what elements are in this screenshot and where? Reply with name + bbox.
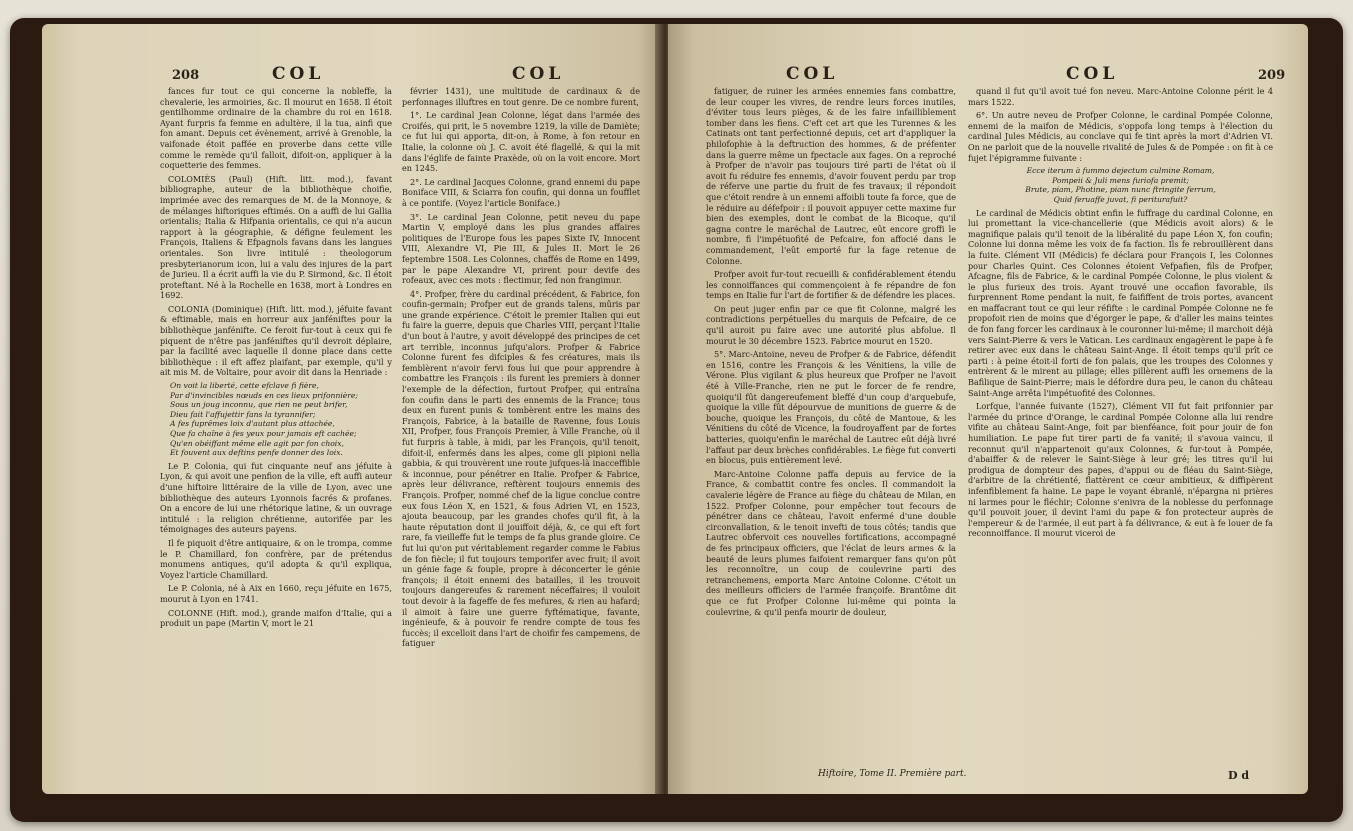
paragraph: COLONIA (Dominique) (Hift. litt. mod.), jéfuite favant & eftimable, mais en horreur aux janféniftes pour la bibliothèque janfénifte. Ce feroit fur-tout à ceux qui fe piquent de n'être pas janféniftes qu'il devroit déplaire, par la facilité avec laquelle il donne place dans cette bibliothèque : il eft affez plaifant, par exemple, qu'il y ait mis M. de Voltaire, pour avoir dit dans la Henriade :	[160, 303, 392, 378]
page-number-left: 208	[172, 68, 200, 83]
running-head-left-2: COL	[512, 64, 565, 84]
paragraph: fatiguer, de ruiner les armées ennemies fans combattre, de leur couper les vivres, de rendre leurs forces inutiles, d'éviter tous leurs pièges, & de les faire infailliblement tomber dans les fiens. C'eft cet art que les Turennes & les Catinats ont tant perfectionné depuis, cet art d'appliquer la philofophie à la deftruction des hommes, & de préfenter dans la guerre même un fpectacle aux fages. On a reproché à Profper de n'avoir pas toujours tiré parti de l'état où il avoit fu réduire fes ennemis, d'avoir fouvent perdu par trop de réferve une partie du fruit de fes travaux; il répondoit que c'étoit rendre à un ennemi affoibli toute fa force, que de le réduire au défefpoir : il pouvoit appuyer cette maxime fur bien des exemples, dont le combat de la Bicoque, qu'il gagna contre le maréchal de Lautrec, eût encore groffi le nombre, fi l'impétuofité de Pefcaire, fon affocié dans le commandement, l'eût emporté fur la fage retenue de Colonne.	[706, 86, 956, 266]
henriade-verse	[170, 381, 392, 458]
right-page	[668, 24, 1308, 794]
verse-line: Quid feruaffe juvat, fi periturafuit?	[1053, 194, 1188, 204]
verse-line: Sous un joug inconnu, que rien ne peut brifer,	[170, 400, 348, 410]
running-head-left-1: COL	[272, 64, 325, 84]
paragraph: COLONNE (Hift. mod.), grande maifon d'Italie, qui a produit un pape (Martin V, mort le 21	[160, 607, 392, 629]
paragraph: fances fur tout ce qui concerne la nobleffe, la chevalerie, les armoiries, &c. Il mourut en 1658. Il étoit gentilhomme ordinaire de la chambre du roi en 1618. Ayant furpris fa femme en adultère, il la tua, ainfi que fon amant. Depuis cet évènement, arrivé à Grenoble, la vaifonade étoit paffée en proverbe dans cette ville comme le remède qu'il falloit, difoit-on, appliquer à la coquetterie des femmes.	[160, 86, 392, 171]
verse-line: Ecce iterum à fummo dejectum culmine Romam,	[1026, 166, 1215, 176]
paragraph: Profper avoit fur-tout recueilli & confidérablement étendu les connoiffances qui commençoient à fe répandre de fon temps en Italie fur l'art de fortifier & de défendre les places.	[706, 269, 956, 301]
verse-line: Qu'en obéiffant même elle agit par fon choix,	[170, 438, 344, 448]
running-head-right-2: COL	[1066, 64, 1119, 84]
paragraph: Le P. Colonia, né à Aix en 1660, reçu jéfuite en 1675, mourut à Lyon en 1741.	[160, 583, 392, 604]
paragraph: COLOMIÈS (Paul) (Hift. litt. mod.), favant bibliographe, auteur de la bibliothèque choifie, imprimée avec des remarques de M. de la Monnoye, & de mélanges hiftoriques eftimés. On a auffi de lui Gallia orientalis; Italia & Hifpania orientalis, ce qui n'a aucun rapport à la géographie, & défigne feulement les François, Italiens & Efpagnols favans dans les langues orientales. Son livre intitulé : theologorum presbyterianorum icon, lui a valu des injures de la part de Jurieu. Il a écrit auffi la vie du P. Sirmond, &c. Il étoit proteftant. Né à la Rochelle en 1638, mort à Londres en 1692.	[160, 173, 392, 301]
paragraph: février 1431), une multitude de cardinaux & de perfonnages illuftres en tout genre. De ce nombre furent,	[402, 86, 640, 107]
epigram-verse	[968, 166, 1273, 204]
running-head-right-1: COL	[786, 64, 839, 84]
verse-line: Par d'invincibles nœuds en ces lieux prifonnière;	[170, 390, 358, 400]
signature-line: Hiftoire, Tome II. Première part.	[818, 769, 967, 779]
paragraph: 5°. Marc-Antoine, neveu de Profper & de Fabrice, défendit en 1516, contre les François & les Vénitiens, la ville de Vérone. Plus vigilant & plus heureux que Profper ne l'avoit été à Ville-Franche, rien ne put le forcer de fe rendre, quoiqu'il fût dangereufement bleffé d'un coup d'arquebufe, quoique la ville fût dépourvue de munitions de guerre & de bouche, quoique les François, du côté de Mantoue, & les Vénitiens du côté de Vicence, la foudroyaffent par de fortes batteries, quoiqu'enfin le maréchal de Lautrec eût déjà livré l'affaut par deux brèches confidérables. Le fiège fut converti en blocus, puis entièrement levé.	[706, 349, 956, 466]
paragraph: Le cardinal de Médicis obtint enfin le fuffrage du cardinal Colonne, en lui promettant la vice-chancellerie (que Médicis avoit alors) & le magnifique palais qu'il tenoit de la libéralité du pape Léon X, fon coufin; Colonne lui donna même les voix de fa faction. Ils fe rebrouillèrent dans la fuite. Clément VII (Médicis) fe déclara pour François I, les Colonnes pour Charles Quint. Ces Colonnes étoient Vefpafien, fils de Profper, Afcagne, fils de Fabrice, & le cardinal Pompée Colonne, le plus violent & le plus furieux des trois. Ayant trouvé une occafion favorable, ils furprennent Rome pendant la nuit, fe faififfent de trois portes, avancent en maffacrant tout ce qui leur réfifte : le cardinal Pompée Colonne ne fe propofoit rien de moins que d'égorger le pape, & d'aller les mains teintes de fon fang forcer les cardinaux à le couronner lui-même; il marchoit déjà vers Saint-Pierre & vers le Vatican. Les cardinaux engagèrent le pape à fe retirer avec eux dans le château Saint-Ange. Il étoit temps qu'il prît ce parti : à peine étoit-il forti de fon palais, que les troupes des Colonnes y entrèrent & le mirent au pillage; elles pillèrent auffi les ornemens de la Bafilique de Saint-Pierre; mais le défordre dura peu, le canon du château Saint-Ange arrêta l'impétuofité des Colonnes.	[968, 207, 1273, 398]
paragraph: quand il fut qu'il avoit tué fon neveu. Marc-Antoine Colonne périt le 4 mars 1522.	[968, 86, 1273, 107]
paragraph: 1°. Le cardinal Jean Colonne, légat dans l'armée des Croifés, qui prit, le 5 novembre 1219, la ville de Damiète; ce fut lui qui apporta, dit-on, à Rome, à fon retour en Italie, la colonne où J. C. avoit été flagellé, & qui la mit dans l'églife de fainte Praxède, où on la voit encore. Mort en 1245.	[402, 110, 640, 174]
right-page-column-1	[706, 86, 956, 620]
paragraph: Le P. Colonia, qui fut cinquante neuf ans jéfuite à Lyon, & qui avoit une penfion de la ville, eft auffi auteur d'une hiftoire littéraire de la ville de Lyon, avec une bibliothèque des auteurs Lyonnois facrés & profanes. On a encore de lui une rhétorique latine, & un ouvrage intitulé : la religion chrétienne, autorifée par les témoignages des auteurs payens.	[160, 460, 392, 535]
paragraph: 2°. Le cardinal Jacques Colonne, grand ennemi du pape Boniface VIII, & Sciarra fon coufin, qui donna un foufflet à ce pontife. (Voyez l'article Boniface.)	[402, 176, 640, 208]
verse-line: Dieu fait l'affujettir fans la tyrannifer;	[170, 409, 316, 419]
left-page-column-1	[160, 86, 392, 632]
paragraph: Marc-Antoine Colonne paffa depuis au fervice de la France, & combattit contre fes oncles. Il commandoit la cavalerie légère de France au fiège du château de Milan, en 1522. Profper Colonne, pour empêcher tout fecours de pénétrer dans ce château, l'avoit enfermé d'une double circonvallation, & le tenoit invefti de tous côtés; tandis que Lautrec obfervoit ces nouvelles fortifications, accompagné de fes principaux officiers, que l'éclat de leurs armes & la beauté de leurs plumes faifoient remarquer fans qu'on pût les reconnoître, un coup de coulevrine parti des retranchemens, emporta Marc Antoine Colonne. C'étoit un des meilleurs officiers de l'armée françoife. Brantôme dit que ce fut Profper Colonne lui-même qui pointa la coulevrine, & qu'il penfa mourir de douleur,	[706, 468, 956, 617]
paragraph: Il fe piquoit d'être antiquaire, & on le trompa, comme le P. Chamillard, fon confrère, par de prétendus monumens antiques, qu'il adopta & qu'il expliqua, Voyez l'article Chamillard.	[160, 537, 392, 580]
verse-line: Que fa chaîne à fes yeux pour jamais eft cachée;	[170, 429, 357, 438]
verse-line: On voit la liberté, cette efclave fi fière,	[170, 381, 319, 391]
page-number-right: 209	[1258, 68, 1286, 83]
verse-line: Brute, piam, Photine, piam nunc ftringite ferrum,	[1025, 185, 1216, 195]
paragraph: Lorfque, l'année fuivante (1527), Clément VII fut fait prifonnier par l'armée du prince d'Orange, le cardinal Pompée Colonne alla lui rendre vifite au château Saint-Ange, foit par bienféance, foit pour jouir de fon humiliation. Le pape fut tirer parti de fa vanité; il s'avoua vaincu, il reconnut qu'il n'appartenoit qu'aux Colonnes, & fur-tout à Pompée, d'abaiffer & de relever le Saint-Siège à leur gré; les titres qu'il lui prodigua de dompteur des papes, d'appui ou de fléau du Saint-Siège, d'arbitre de la chrétienté, flattèrent ce cœur ambitieux, & diffipèrent infenfiblement fa haine. Le pape le voyant ébranlé, n'épargna ni prières ni larmes pour le fléchir; Colonne s'enivra de la noblesse du perfonnage qu'il pouvoit jouer, il devint l'ami du pape & fon protecteur auprès de l'empereur & de l'armée, il eut part à fa délivrance, & eut à fe louer de fa reconnoiffance. Il mourut viceroi de	[968, 401, 1273, 539]
verse-line: Et fouvent aux deftins penfe donner des loix.	[170, 448, 343, 458]
verse-line: Pompeii & Juli mens furiofa premit;	[1052, 175, 1189, 185]
paragraph: 6°. Un autre neveu de Profper Colonne, le cardinal Pompée Colonne, ennemi de la maifon de Médicis, s'oppofa long temps à l'élection du cardinal Jules Médicis, au conclave qui fe tint après la mort d'Adrien VI. On ne parloit que de la nouvelle rivalité de Jules & de Pompée : on fit à ce fujet l'épigramme fuivante :	[968, 110, 1273, 163]
paragraph: 3°. Le cardinal Jean Colonne, petit neveu du pape Martin V, employé dans les plus grandes affaires politiques de l'Europe fous les papes Sixte IV, Innocent VIII, Alexandre VI, Pie III, & Jules II. Mort le 26 feptembre 1508. Les Colonnes, chaffés de Rome en 1499, par le pape Alexandre VI, prirent pour devife des rofeaux, avec ces mots : flectimur, fed non frangimur.	[402, 211, 640, 286]
left-page	[42, 24, 662, 794]
paragraph: 4°. Profper, frère du cardinal précédent, & Fabrice, fon coufin-germain; Profper eut de grands talens, mûris par une grande expérience. C'étoit le premier Italien qui eut fu faire la guerre, depuis que Charles VIII, perçant l'Italie d'un bout à l'autre, y avoit développé des principes de cet art terrible, inconnus jufqu'alors. Profper & Fabrice Colonne furent fes difciples & fes créatures, mais ils femblèrent n'avoir fervi fous lui que pour apprendre à combattre les François : ils furent les premiers à donner l'exemple de la défection, furtout Profper, qui entraîna fon coufin dans le parti des ennemis de la France; tous deux en furent punis & tombèrent entre les mains des François, Fabrice, à la bataille de Ravenne, fous Louis XII, Profper, fous François Premier, à Ville Franche, où il fut furpris à table, à midi, par les François, qu'il tenoit, difoit-il, enfermés dans les alpes, come gli pipioni nella gabbia, & qui trouvèrent une route jufques-là inacceffible & inconnue, pour pénétrer en Italie. Profper & Fabrice, après leur délivrance, reftèrent toujours ennemis des François. Profper, nommé chef de la ligue conclue contre eux fous Léon X, en 1521, & fous Adrien VI, en 1523, ajouta beaucoup, par les grandes chofes qu'il fit, à la haute réputation dont il jouiffoit déjà, &, ce qui eft fort rare, fa vieilleffe fut le temps de fa plus grande gloire. Ce fut lui qu'on put véritablement regarder comme le Fabius de fon fiècle; il fut toujours temporifer avec fruit; il avoit un génie fage & fouple, propre à déconcerter le génie françois; il étoit ennemi des batailles, il les trouvoit toujours dangereufes & rarement néceffaires; il vouloit tout devoir à la fageffe de fes mefures, & rien au hafard; il aimoit à faire une guerre fyftématique, favante, ingénieufe, & à pouvoir fe rendre compte de tous fes fuccès; il excelloit dans l'art de choifir fes campemens, de fatiguer	[402, 288, 640, 649]
verse-line: A fes fuprêmes loix d'autant plus attachée,	[170, 419, 335, 429]
right-page-column-2	[968, 86, 1273, 542]
left-page-column-2	[402, 86, 640, 652]
signature-mark: D d	[1228, 769, 1250, 782]
paragraph: On peut juger enfin par ce que fit Colonne, malgré les contradictions perpétuelles du marquis de Pefcaire, de ce qu'il auroit pu faire avec une autorité plus abfolue. Il mourut le 30 décembre 1523. Fabrice mourut en 1520.	[706, 303, 956, 346]
